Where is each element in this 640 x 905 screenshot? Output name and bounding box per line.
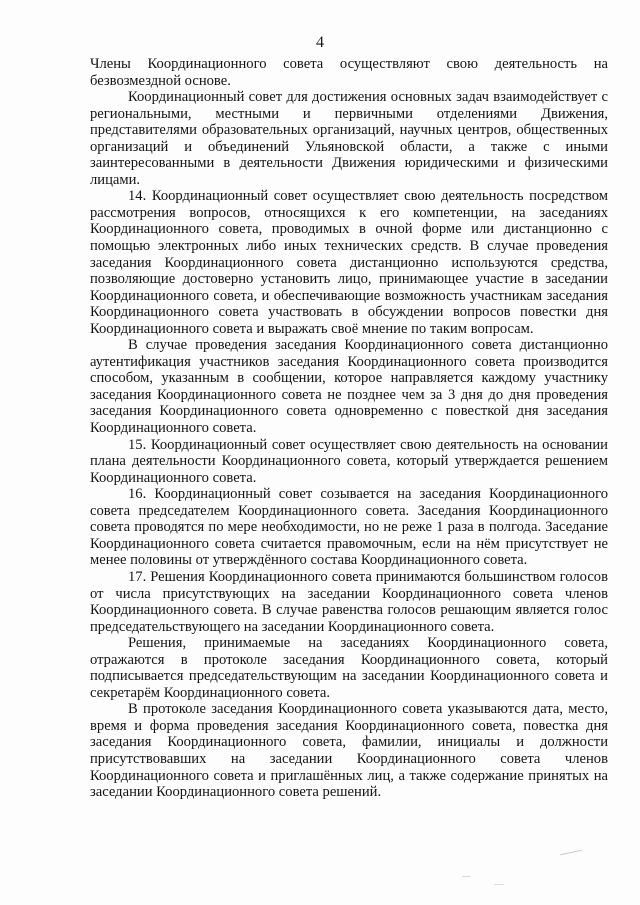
paragraph: В протоколе заседания Координационного совета указываются дата, место, время и форма проведения заседания Координационного совета, повестка дня заседания Координационного совета, фамилии, инициалы и должности присутствовавших на заседании Координационного совета членов Координационного совета и приглашённых лиц, а также содержание принятых на заседании Координационного совета решений. xyxy=(90,701,608,801)
document-body xyxy=(90,56,608,801)
paragraph: 17. Решения Координационного совета принимаются большинством голосов от числа присутствующих на заседании Координационного совета членов Координационного совета. В случае равенства голосов решающим является голос председательствующего на заседании Координационного совета. xyxy=(90,568,608,635)
scan-artifact xyxy=(494,884,504,885)
paragraph: 16. Координационный совет созывается на заседания Координационного совета председателем Координационного совета. Заседания Координационного совета проводятся по мере необходимости, но не реже 1 раза в полгода. Заседание Координационного совета считается правомочным, если на нём присутствует не менее половины от утверждённого состава Координационного совета. xyxy=(90,486,608,569)
paragraph: 14. Координационный совет осуществляет свою деятельность посредством рассмотрения вопросов, относящихся к его компетенции, на заседаниях Координационного совета, проводимых в очной форме или дистанционно с помощью электронных либо иных технических средств. В случае проведения заседания Координационного совета дистанционно используются средства, позволяющие достоверно установить лицо, принимающее участие в заседании Координационного совета, и обеспечивающие возможность участникам заседания Координационного совета участвовать в обсуждении вопросов повестки дня Координационного совета и выражать своё мнение по таким вопросам. xyxy=(90,188,608,337)
scan-artifact xyxy=(462,876,470,877)
paragraph: В случае проведения заседания Координационного совета дистанционно аутентификация участников заседания Координационного совета производится способом, указанным в сообщении, которое направляется каждому участнику заседания Координационного совета не позднее чем за 3 дня до дня проведения заседания Координационного совета одновременно с повесткой дня заседания Координационного совета. xyxy=(90,337,608,437)
scan-artifact xyxy=(560,850,582,856)
paragraph: 15. Координационный совет осуществляет свою деятельность на основании плана деятельности Координационного совета, который утверждается решением Координационного совета. xyxy=(90,436,608,486)
page-number: 4 xyxy=(316,34,324,51)
paragraph: Координационный совет для достижения основных задач взаимодействует с региональными, местными и первичными отделениями Движения, представителями образовательных организаций, научных центров, общественных организаций и объединений Ульяновской области, а также с иными заинтересованными в деятельности Движения юридическими и физическими лицами. xyxy=(90,89,608,188)
paragraph: Члены Координационного совета осуществляют свою деятельность на безвозмездной основе. xyxy=(90,56,608,89)
paragraph: Решения, принимаемые на заседаниях Координационного совета, отражаются в протоколе заседания Координационного совета, который подписывается председательствующим на заседании Координационного совета и секретарём Координационного совета. xyxy=(90,635,608,701)
